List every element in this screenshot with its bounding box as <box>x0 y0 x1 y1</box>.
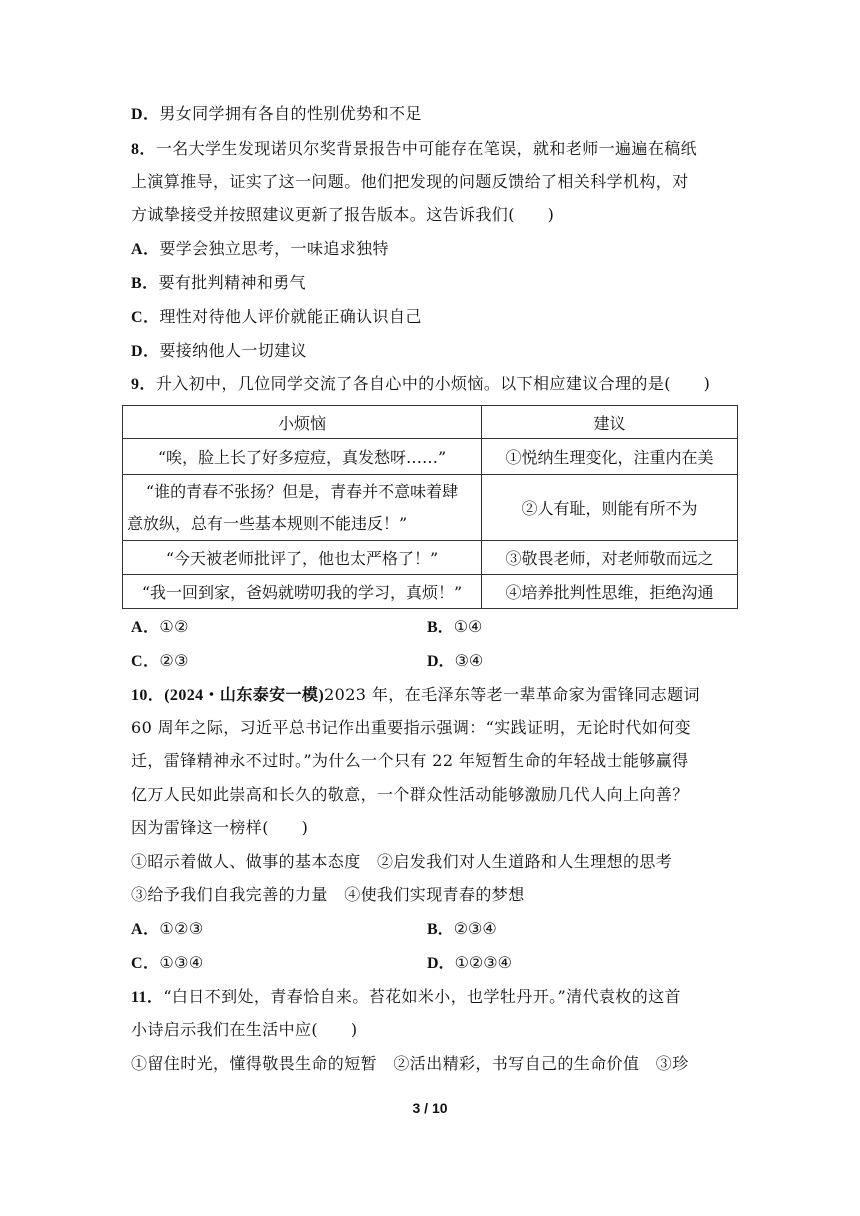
table-header-worry: 小烦恼 <box>123 406 482 439</box>
q8-stem-line-1: 8．一名大学生发现诺贝尔奖背景报告中可能存在笔误，就和老师一遍遍在稿纸 <box>131 139 698 158</box>
q9-option-a: A．①② <box>131 617 189 636</box>
q10-statements-line-2: ③给予我们自我完善的力量 ④使我们实现青春的梦想 <box>131 885 525 904</box>
table-cell-advice: ②人有耻，则能有所不为 <box>482 475 738 541</box>
q10-option-d: D．①②③④ <box>427 953 512 972</box>
q10-option-a: A．①②③ <box>131 919 204 938</box>
q11-stem-line-1: 11．“白日不到处，青春恰自来。苔花如米小，也学牡丹开。”清代袁枚的这首 <box>131 987 681 1006</box>
q11-statements-line-1: ①留住时光，懂得敬畏生命的短暂 ②活出精彩，书写自己的生命价值 ③珍 <box>131 1054 689 1073</box>
q10-option-b: B．②③④ <box>427 919 497 938</box>
q9-option-c: C．②③ <box>131 651 189 670</box>
q10-source: (2024・山东泰安一模) <box>164 687 325 704</box>
q10-stem-line-3: 迁，雷锋精神永不过时。”为什么一个只有 22 年短暂生命的年轻战士能够赢得 <box>131 751 689 770</box>
table-row <box>123 475 738 541</box>
q7-option-d: D．男女同学拥有各自的性别优势和不足 <box>131 104 422 123</box>
q10-option-c: C．①③④ <box>131 953 204 972</box>
q10-stem-line-1: 10．(2024・山东泰安一模)2023 年，在毛泽东等老一辈革命家为雷锋同志题词 <box>131 685 700 704</box>
table-cell-advice: ③敬畏老师，对老师敬而远之 <box>482 541 738 575</box>
table-cell-advice: ①悦纳生理变化，注重内在美 <box>482 439 738 475</box>
q8-option-d: D．要接纳他人一切建议 <box>131 341 307 360</box>
q8-stem-line-2: 上演算推导，证实了这一问题。他们把发现的问题反馈给了相关科学机构，对 <box>131 172 689 191</box>
q9-option-d: D．③④ <box>427 651 484 670</box>
table-header-row <box>123 406 738 439</box>
q8-option-c: C．理性对待他人评价就能正确认识自己 <box>131 307 422 326</box>
table-row <box>123 575 738 609</box>
q10-stem-line-5: 因为雷锋这一榜样( ) <box>131 818 309 837</box>
table-row <box>123 541 738 575</box>
table-cell-worry: “谁的青春不张扬？但是，青春并不意味着肆 意放纵，总有一些基本规则不能违反！” <box>123 475 482 541</box>
q8-stem-line-3: 方诚挚接受并按照建议更新了报告版本。这告诉我们( ) <box>131 205 555 224</box>
q9-table <box>122 405 738 609</box>
page-number: 3 / 10 <box>412 1100 448 1116</box>
table-header-advice: 建议 <box>482 406 738 439</box>
table-cell-worry: “唉，脸上长了好多痘痘，真发愁呀……” <box>123 439 482 475</box>
table-row <box>123 439 738 475</box>
q9-option-b: B．①④ <box>427 617 483 636</box>
table-cell-worry: “我一回到家，爸妈就唠叨我的学习，真烦！” <box>123 575 482 609</box>
q8-option-b: B．要有批判精神和勇气 <box>131 273 307 292</box>
q11-stem-line-2: 小诗启示我们在生活中应( ) <box>131 1020 358 1039</box>
q9-stem: 9．升入初中，几位同学交流了各自心中的小烦恼。以下相应建议合理的是( ) <box>131 374 711 393</box>
q10-stem-line-4: 亿万人民如此崇高和长久的敬意，一个群众性活动能够激励几代人向上向善？ <box>131 785 689 804</box>
table-cell-worry: “今天被老师批评了，他也太严格了！” <box>123 541 482 575</box>
table-cell-advice: ④培养批判性思维，拒绝沟通 <box>482 575 738 609</box>
q10-stem-line-2: 60 周年之际，习近平总书记作出重要指示强调：“实践证明，无论时代如何变 <box>131 718 692 737</box>
q10-statements-line-1: ①昭示着做人、做事的基本态度 ②启发我们对人生道路和人生理想的思考 <box>131 852 673 871</box>
q8-option-a: A．要学会独立思考，一味追求独特 <box>131 239 389 258</box>
